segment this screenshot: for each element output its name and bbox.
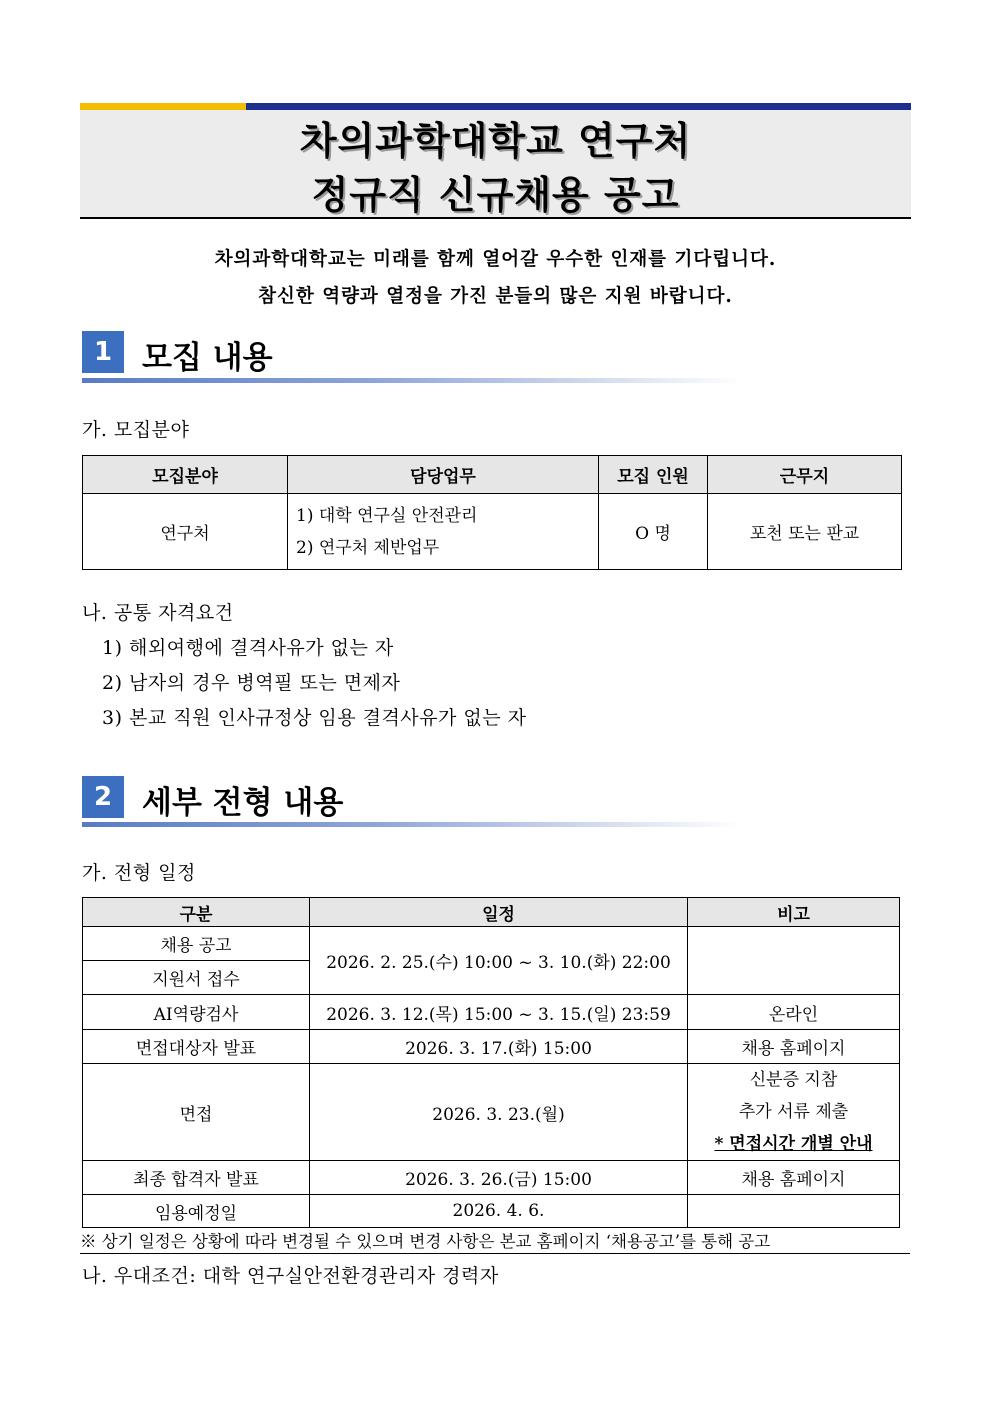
col-header-note: 비고 (688, 898, 900, 927)
section1-rule (82, 378, 742, 383)
section1-number: 1 (82, 331, 124, 373)
row-note-interview (688, 1064, 900, 1161)
recruitment-table (82, 455, 902, 570)
section2-title: 세부 전형 내용 (142, 785, 344, 821)
intro-line1: 차의과학대학교는 미래를 함께 열어갈 우수한 인재를 기다립니다. (214, 249, 777, 270)
row-label-final-announce: 최종 합격자 발표 (83, 1161, 310, 1195)
section2-rule (82, 822, 742, 827)
page-title-line1: 차의과학대학교 연구처 (299, 119, 692, 163)
col-header-schedule: 일정 (310, 898, 688, 927)
col-header-field: 모집분야 (83, 456, 288, 494)
row-schedule-appointment: 2026. 4. 6. (310, 1195, 688, 1228)
interview-note-line: 신분증 지참 (749, 1070, 838, 1090)
col-header-count: 모집 인원 (599, 456, 708, 494)
row-schedule-ai-test: 2026. 3. 12.(목) 15:00 ~ 3. 15.(일) 23:59 (310, 995, 688, 1030)
cell-field: 연구처 (83, 494, 288, 570)
page-title-line2: 정규직 신규채용 공고 (311, 173, 680, 217)
col-header-category: 구분 (83, 898, 310, 927)
row-label-interviewee-announce: 면접대상자 발표 (83, 1030, 310, 1064)
section1-sub-b: 나. 공통 자격요건 (82, 602, 234, 624)
title-accent-gold (80, 103, 246, 110)
section1-title: 모집 내용 (142, 340, 273, 376)
title-accent-navy (246, 103, 911, 110)
row-label-interview: 면접 (83, 1064, 310, 1161)
section2-sub-b: 나. 우대조건: 대학 연구실안전환경관리자 경력자 (82, 1265, 499, 1287)
row-label-appointment: 임용예정일 (83, 1195, 310, 1228)
col-header-duty: 담당업무 (288, 456, 599, 494)
cell-location: 포천 또는 판교 (708, 494, 902, 570)
section1-sub-a: 가. 모집분야 (82, 419, 190, 441)
schedule-table (82, 897, 900, 1228)
row-label-ai-test: AI역량검사 (83, 995, 310, 1030)
row-note-appointment (688, 1195, 900, 1228)
cell-count: O 명 (599, 494, 708, 570)
duty-item: 1) 대학 연구실 안전관리 (296, 505, 478, 526)
requirement-item: 1) 해외여행에 결격사유가 없는 자 (102, 637, 394, 659)
row-note-ai-test: 온라인 (688, 995, 900, 1030)
row-label-application: 지원서 접수 (83, 961, 310, 995)
intro-line2: 참신한 역량과 열정을 가진 분들의 많은 지원 바랍니다. (258, 286, 733, 307)
section2-number: 2 (82, 776, 124, 818)
row-label-posting: 채용 공고 (83, 927, 310, 961)
schedule-footnote: ※ 상기 일정은 상황에 따라 변경될 수 있으며 변경 사항은 본교 홈페이지 ‘채용공고’를 통해 공고 (80, 1228, 910, 1254)
requirement-item: 2) 남자의 경우 병역필 또는 면제자 (102, 672, 401, 694)
row-note-interviewee-announce: 채용 홈페이지 (688, 1030, 900, 1064)
col-header-location: 근무지 (708, 456, 902, 494)
row-schedule-interviewee-announce: 2026. 3. 17.(화) 15:00 (310, 1030, 688, 1064)
requirement-item: 3) 본교 직원 인사규정상 임용 결격사유가 없는 자 (102, 707, 527, 729)
duty-item: 2) 연구처 제반업무 (296, 537, 440, 558)
row-note-posting (688, 927, 900, 995)
row-schedule-interview: 2026. 3. 23.(월) (310, 1064, 688, 1161)
row-note-final-announce: 채용 홈페이지 (688, 1161, 900, 1195)
cell-duties (288, 494, 599, 570)
row-schedule-final-announce: 2026. 3. 26.(금) 15:00 (310, 1161, 688, 1195)
interview-note-line-emphasis: * 면접시간 개별 안내 (714, 1134, 873, 1154)
row-schedule-posting: 2026. 2. 25.(수) 10:00 ~ 3. 10.(화) 22:00 (310, 927, 688, 995)
interview-note-line: 추가 서류 제출 (738, 1102, 849, 1122)
section2-sub-a: 가. 전형 일정 (82, 862, 196, 884)
